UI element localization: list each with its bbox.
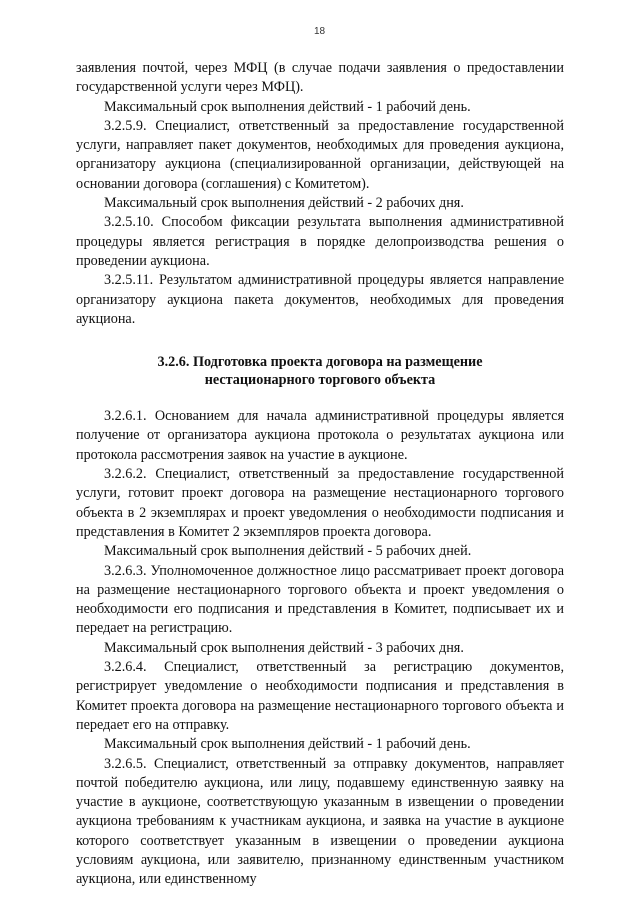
page-number: 18 xyxy=(313,26,326,37)
section-heading-line: нестационарного торгового объекта xyxy=(204,372,436,389)
paragraph: Максимальный срок выполнения действий - 3 рабочих дня. xyxy=(104,639,464,656)
paragraph: заявления почтой, через МФЦ (в случае подачи заявления о предоставлении государственной услуги через МФЦ). xyxy=(76,60,564,96)
document-body xyxy=(76,59,564,890)
paragraph: Максимальный срок выполнения действий - 1 рабочий день. xyxy=(104,98,471,115)
paragraph: 3.2.6.2. Специалист, ответственный за предоставление государственной услуги, готовит проект договора на размещение нестационарного торгового объекта в 2 экземплярах и проект уведомления о необходимости подписания и представления в Комитет 2 экземпляров проекта договора. xyxy=(76,466,564,540)
paragraph: 3.2.6.4. Специалист, ответственный за регистрацию документов, регистрирует уведомление о необходимости подписания и представления в Комитет проекта договора на размещение нестационарного торгового объекта и передает его на отправку. xyxy=(76,659,564,733)
paragraph: 3.2.6.3. Уполномоченное должностное лицо рассматривает проект договора на размещение нестационарного торгового объекта и проект уведомления о необходимости его подписания и представления в Комитет, подписывает их и передает на регистрацию. xyxy=(76,562,564,637)
paragraph: 3.2.5.11. Результатом административной процедуры является направление организатору аукциона пакета документов, необходимых для проведения аукциона. xyxy=(76,272,564,327)
paragraph: Максимальный срок выполнения действий - 2 рабочих дня. xyxy=(104,195,464,212)
paragraph: Максимальный срок выполнения действий - 1 рабочий день. xyxy=(104,736,471,753)
section-heading-line: 3.2.6. Подготовка проекта договора на размещение xyxy=(157,354,483,371)
paragraph: 3.2.5.9. Специалист, ответственный за предоставление государственной услуги, направляет пакет документов, необходимых для проведения аукциона, организатору аукциона (специализированной организации, действующей на основании договора (соглашения) с Комитетом). xyxy=(76,117,564,192)
section-heading xyxy=(76,353,564,389)
paragraph: 3.2.6.1. Основанием для начала административной процедуры является получение от организатора аукциона протокола о результатах аукциона или протокола рассмотрения заявок на участие в аукционе. xyxy=(76,408,564,463)
paragraph: 3.2.5.10. Способом фиксации результата выполнения административной процедуры является регистрация в порядке делопроизводства решения о проведении аукциона. xyxy=(76,214,564,269)
paragraph: Максимальный срок выполнения действий - 5 рабочих дней. xyxy=(104,543,472,560)
paragraph: 3.2.6.5. Специалист, ответственный за отправку документов, направляет почтой победителю аукциона, или лицу, подавшему единственную заявку на участие в аукционе, соответствующую указанным в извещении о проведении аукциона требованиям к участникам аукциона, и заявка на участие в аукционе которого соответствует указанным в извещении о проведении аукциона условиям аукциона, или заявителю, признанному единственным участником аукциона, или единственному xyxy=(76,755,564,888)
